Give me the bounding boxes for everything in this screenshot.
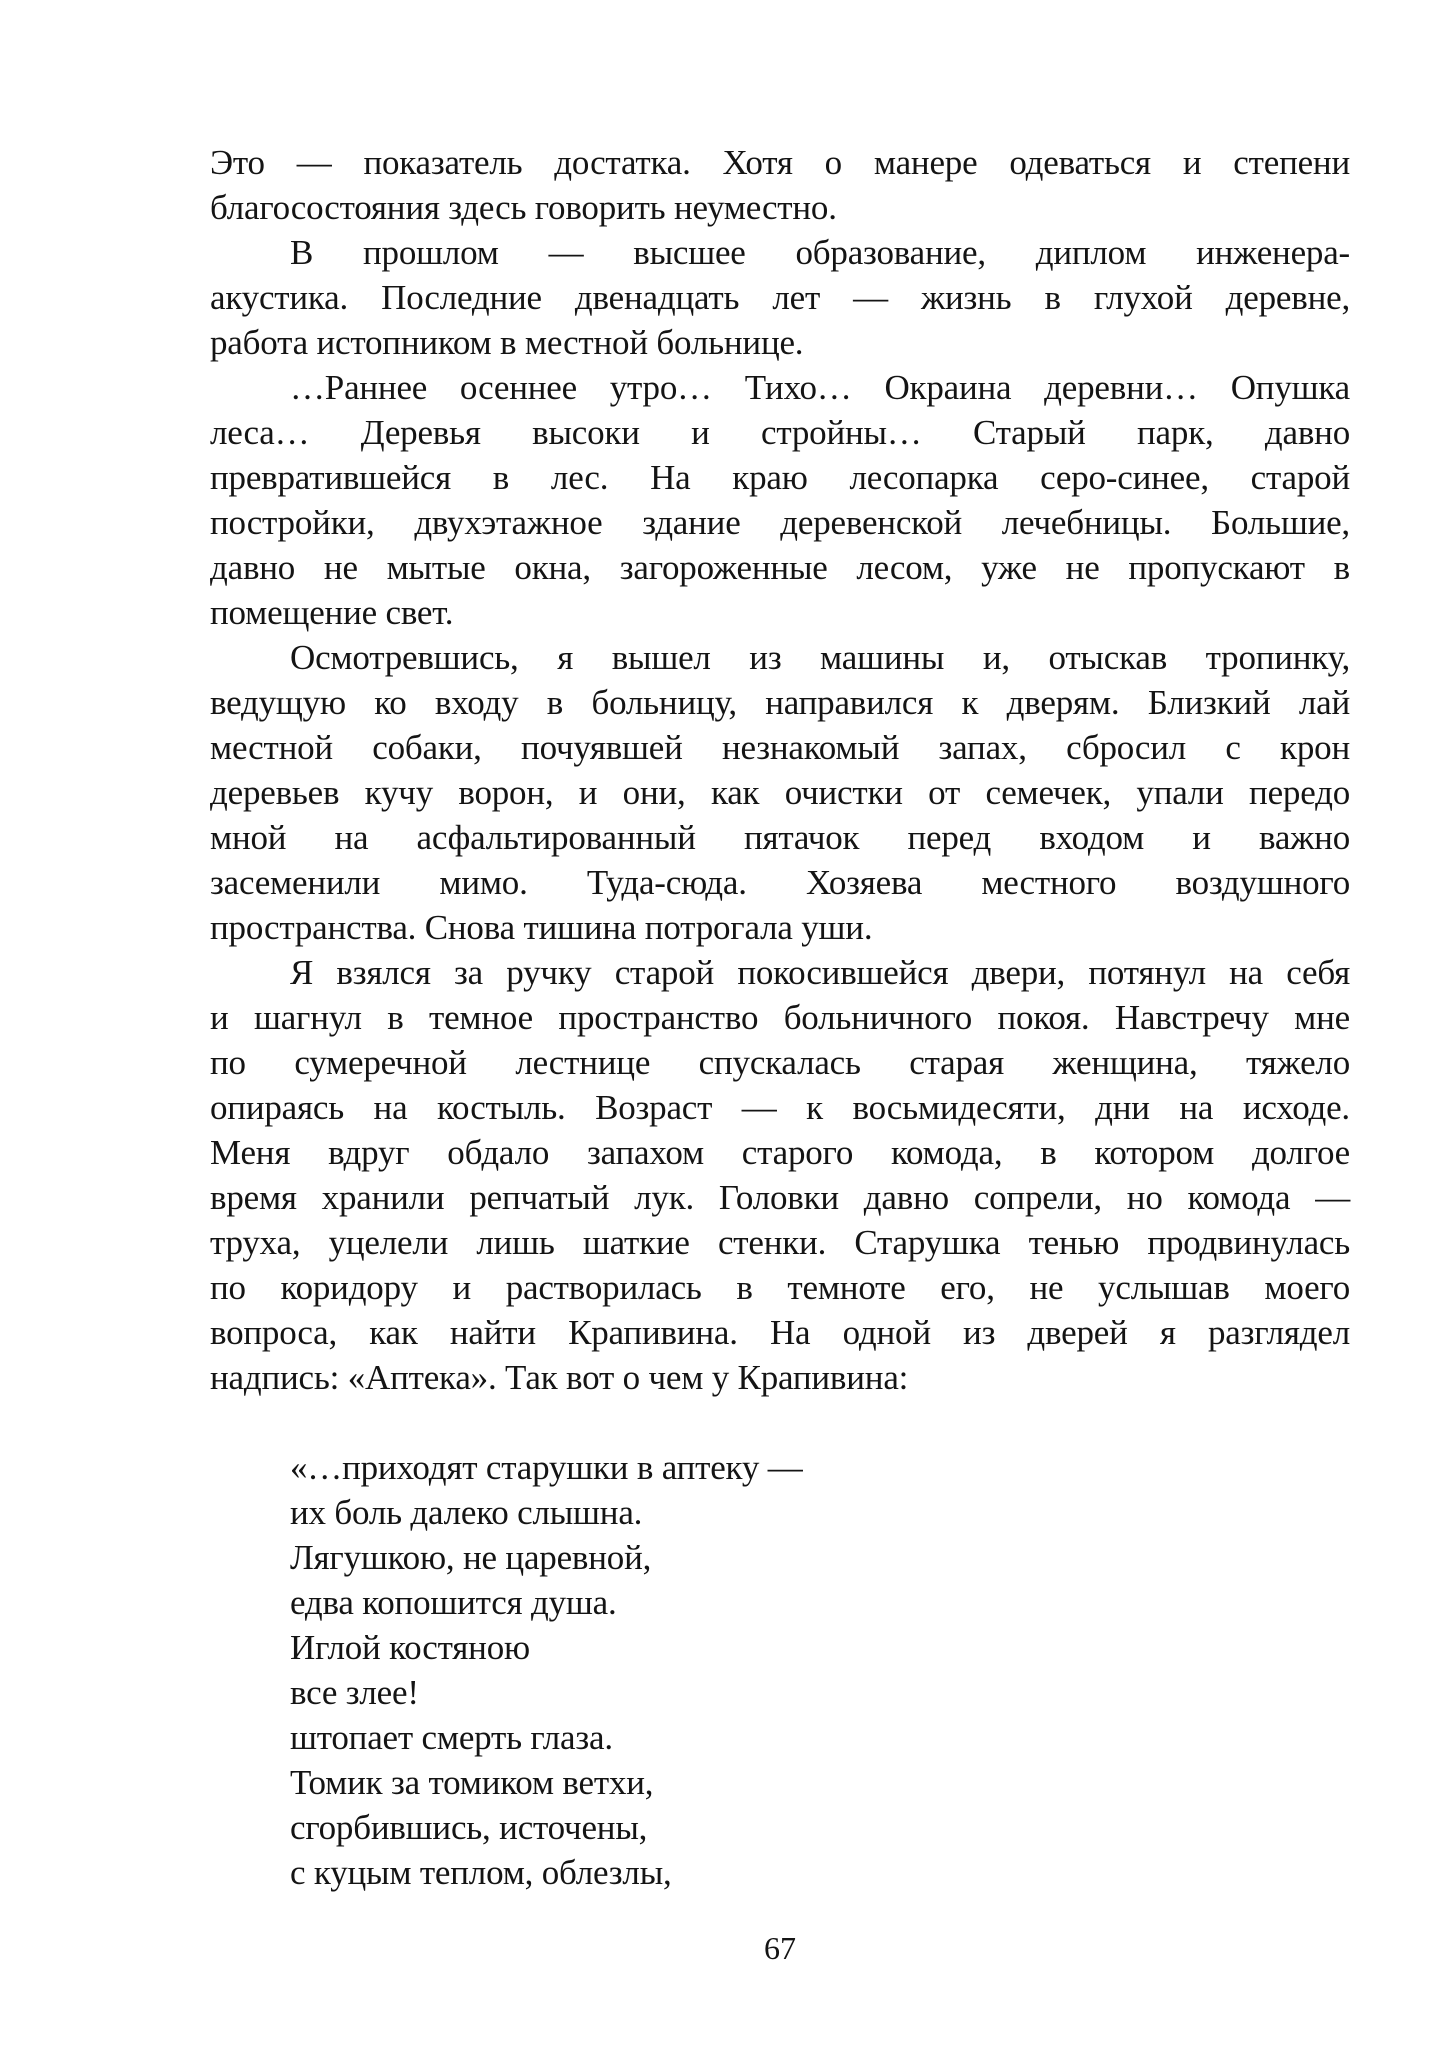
poem-line: едва копошится душа. <box>290 1583 617 1622</box>
page-number: 67 <box>764 1930 796 1966</box>
text-line: пространства. Снова тишина потрогала уши. <box>210 908 873 947</box>
text-line: труха, уцелели лишь шаткие стенки. Старушка тенью продвинулась <box>210 1223 1350 1262</box>
text-line: ведущую ко входу в больницу, направился к дверям. Близкий лай <box>210 683 1350 722</box>
poem-section <box>290 1445 1350 1895</box>
text-line: по сумеречной лестнице спускалась старая женщина, тяжело <box>210 1043 1350 1082</box>
text-line: местной собаки, почуявшей незнакомый запах, сбросил с крон <box>210 728 1350 767</box>
text-line: Я взялся за ручку старой покосившейся двери, потянул на себя <box>290 953 1350 992</box>
paragraph <box>210 365 1350 635</box>
text-line: Осмотревшись, я вышел из машины и, отыскав тропинку, <box>290 638 1350 677</box>
poem-line: Томик за томиком ветхи, <box>290 1763 654 1802</box>
text-line: вопроса, как найти Крапивина. На одной из дверей я разглядел <box>210 1313 1350 1352</box>
poem-line: их боль далеко слышна. <box>290 1493 643 1532</box>
text-line: благосостояния здесь говорить неуместно. <box>210 188 837 227</box>
paragraph <box>210 635 1350 950</box>
text-line: мной на асфальтированный пятачок перед входом и важно <box>210 818 1350 857</box>
text-line: акустика. Последние двенадцать лет — жизнь в глухой деревне, <box>210 278 1350 317</box>
text-line: по коридору и растворилась в темноте его, не услышав моего <box>210 1268 1350 1307</box>
poem-line: сгорбившись, источены, <box>290 1808 648 1847</box>
text-line: помещение свет. <box>210 593 454 632</box>
text-line: постройки, двухэтажное здание деревенской лечебницы. Большие, <box>210 503 1350 542</box>
poem-line: Лягушкою, не царевной, <box>290 1538 652 1577</box>
text-line: Это — показатель достатка. Хотя о манере одеваться и степени <box>210 143 1350 182</box>
poem-line: штопает смерть глаза. <box>290 1718 613 1757</box>
text-line: …Раннее осеннее утро… Тихо… Окраина деревни… Опушка <box>290 368 1350 407</box>
paragraph <box>210 140 1350 230</box>
poem-line: все злее! <box>290 1673 419 1712</box>
paragraph <box>210 230 1350 365</box>
text-line: деревьев кучу ворон, и они, как очистки от семечек, упали передо <box>210 773 1350 812</box>
prose-section <box>210 140 1350 1400</box>
poem-line: «…приходят старушки в аптеку — <box>290 1448 803 1487</box>
text-line: надпись: «Аптека». Так вот о чем у Крапивина: <box>210 1358 909 1397</box>
text-line: леса… Деревья высоки и стройны… Старый парк, давно <box>210 413 1350 452</box>
poem-line: с куцым теплом, облезлы, <box>290 1853 672 1892</box>
poem-line: Иглой костяною <box>290 1628 530 1667</box>
paragraph <box>210 950 1350 1400</box>
text-line: засеменили мимо. Туда-сюда. Хозяева местного воздушного <box>210 863 1350 902</box>
text-line: работа истопником в местной больнице. <box>210 323 804 362</box>
text-line: время хранили репчатый лук. Головки давно сопрели, но комода — <box>210 1178 1350 1217</box>
text-line: Меня вдруг обдало запахом старого комода, в котором долгое <box>210 1133 1350 1172</box>
text-line: опираясь на костыль. Возраст — к восьмидесяти, дни на исходе. <box>210 1088 1350 1127</box>
text-line: и шагнул в темное пространство больничного покоя. Навстречу мне <box>210 998 1350 1037</box>
text-block <box>210 140 1350 1968</box>
text-line: В прошлом — высшее образование, диплом инженера- <box>290 233 1350 272</box>
text-line: превратившейся в лес. На краю лесопарка серо-синее, старой <box>210 458 1350 497</box>
text-line: давно не мытые окна, загороженные лесом, уже не пропускают в <box>210 548 1350 587</box>
